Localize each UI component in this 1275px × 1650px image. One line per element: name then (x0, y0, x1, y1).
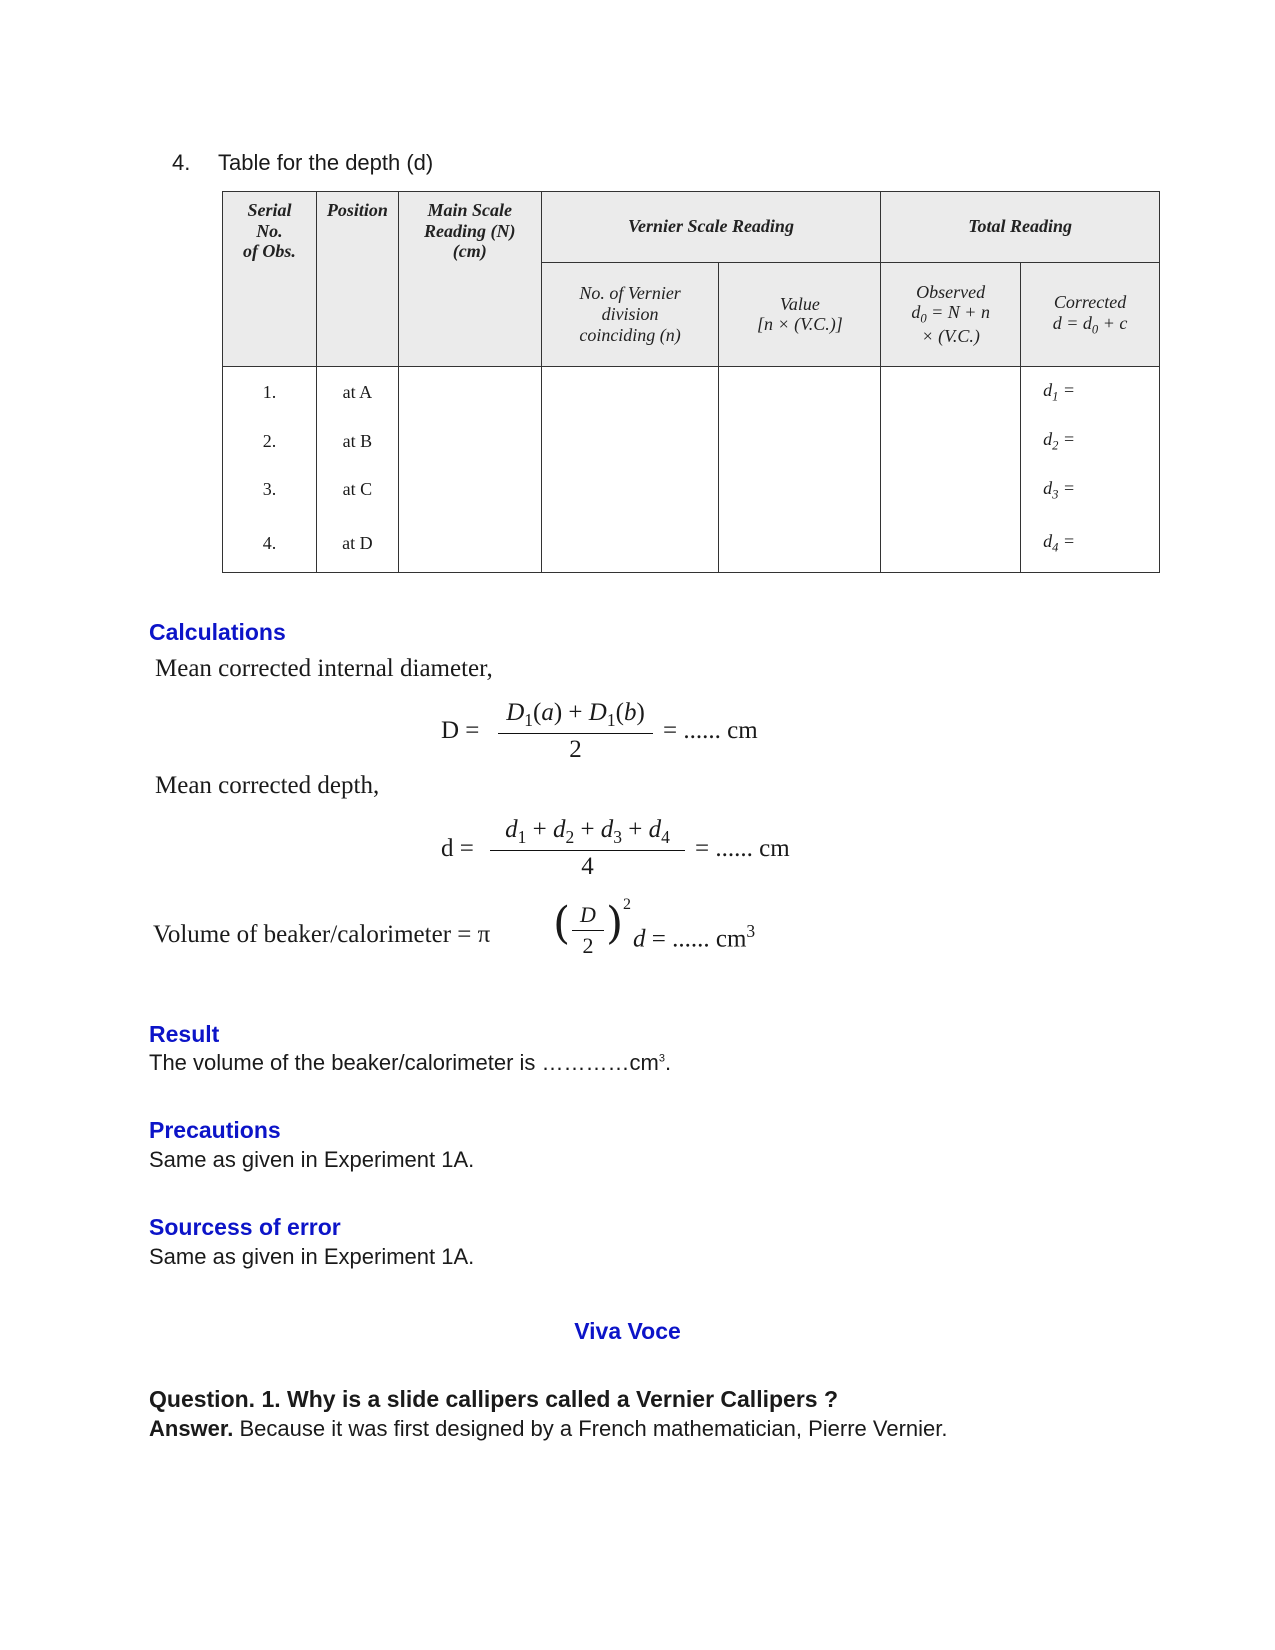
corrected-cell: $d_2$ = (1021, 417, 1160, 465)
volume-numerator: D (572, 902, 604, 931)
serial-cell: 2. (223, 417, 317, 465)
section-number: 4. (172, 150, 191, 175)
precautions-title: Precautions (149, 1117, 281, 1143)
header-vernier: Vernier Scale Reading (541, 192, 881, 263)
eq1-denominator: 2 (569, 736, 582, 763)
table-row (223, 417, 1160, 465)
precautions-text: Same as given in Experiment 1A. (149, 1147, 475, 1172)
mean-diameter-label: Mean corrected internal diameter, (155, 655, 493, 682)
sources-title: Sourcess of error (149, 1214, 341, 1240)
header-serial-label: Serial No. of Obs. (242, 200, 296, 262)
table-row (223, 514, 1160, 573)
volume-lhs: Volume of beaker/calorimeter = π (153, 921, 491, 948)
corrected-cell: $d_1$ = (1021, 367, 1160, 417)
result-text: The volume of the beaker/calorimeter is $\dots\dots\dots\dots cm^3$. (149, 1050, 672, 1075)
header-observed: Observed $d_0 = N + n$ × (V.C.) (881, 262, 1021, 367)
table-row (223, 466, 1160, 514)
position-cell: at C (316, 466, 398, 514)
serial-cell: 3. (223, 466, 317, 514)
eq1-numerator: $D_1(a) + D_1(b)$ (498, 699, 653, 734)
eq2-numerator: $d_1 + d_2 + d_3 + d_4$ (490, 816, 685, 851)
calculations-title: Calculations (149, 619, 286, 645)
header-total: Total Reading (881, 192, 1160, 263)
header-main-scale: Main Scale Reading (N) (cm) (398, 192, 541, 367)
question-1: Question. 1. Why is a slide callipers called a Vernier Callipers ? (149, 1386, 839, 1412)
serial-cell: 1. (223, 367, 317, 417)
table-row (223, 367, 1160, 417)
eq1-fraction (498, 699, 653, 764)
eq1-rhs: = ...... cm (663, 717, 758, 744)
square-exponent: 2 (623, 896, 631, 913)
header-position: Position (316, 192, 398, 367)
position-cell: at D (316, 514, 398, 573)
eq1-lhs: D = (441, 717, 480, 744)
serial-cell: 4. (223, 514, 317, 573)
header-no-vernier: No. of Vernier division coinciding (n) (541, 262, 719, 367)
result-title: Result (149, 1021, 220, 1047)
eq2-lhs: d = (441, 835, 474, 862)
volume-fraction (572, 902, 604, 959)
right-paren: ) (606, 898, 624, 949)
eq2-rhs: = ...... cm (695, 835, 790, 862)
header-corrected: Corrected $d = d_0 + c$ (1021, 262, 1160, 367)
answer-1 (149, 1416, 948, 1442)
volume-denominator: 2 (582, 933, 594, 958)
header-value: Value [n × (V.C.)] (719, 262, 881, 367)
header-serial (223, 192, 317, 367)
eq2-denominator: 4 (581, 853, 594, 880)
depth-table (222, 191, 1160, 573)
section-heading (172, 150, 433, 176)
viva-title: Viva Voce (574, 1318, 681, 1344)
answer-label: Answer. (149, 1416, 234, 1441)
position-cell: at A (316, 367, 398, 417)
corrected-cell: $d_3$ = (1021, 466, 1160, 514)
left-paren: ( (553, 898, 571, 949)
answer-text: Because it was first designed by a French mathematician, Pierre Vernier. (239, 1416, 948, 1441)
volume-rhs: d = ...... $cm^3$ (633, 921, 756, 953)
section-title: Table for the depth (d) (218, 150, 434, 175)
position-cell: at B (316, 417, 398, 465)
corrected-cell: $d_4$ = (1021, 514, 1160, 573)
sources-text: Same as given in Experiment 1A. (149, 1244, 475, 1269)
eq2-fraction (490, 816, 685, 881)
mean-depth-label: Mean corrected depth, (155, 772, 380, 799)
